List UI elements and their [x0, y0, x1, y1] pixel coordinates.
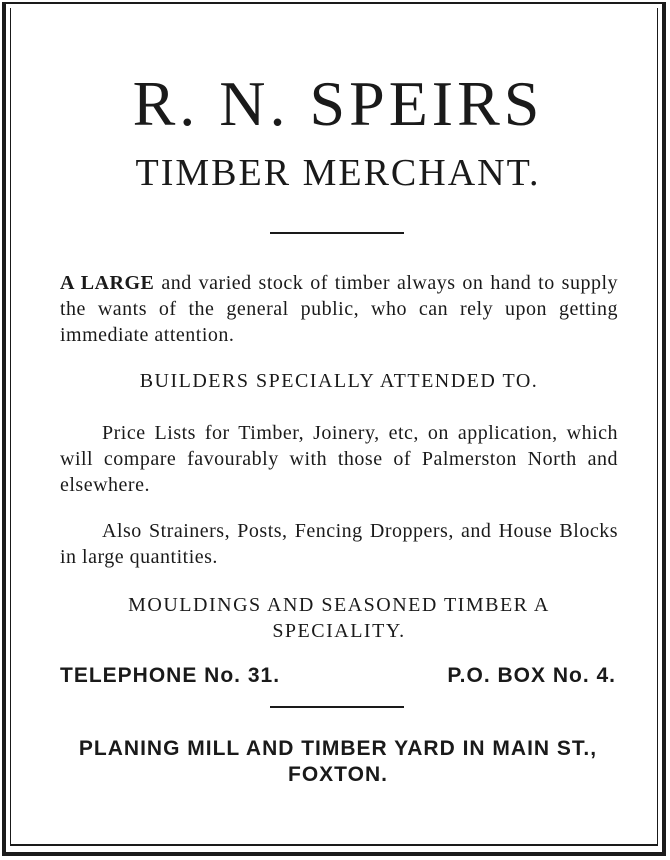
firm-name: R. N. SPEIRS [132, 68, 544, 139]
builders-heading: BUILDERS SPECIALLY ATTENDED TO. [139, 370, 539, 392]
footer-address [60, 736, 616, 788]
footer-line-1: PLANING MILL AND TIMBER YARD IN MAIN ST., [78, 737, 598, 760]
mouldings-heading [60, 592, 618, 644]
footer-line-2: FOXTON. [288, 763, 388, 786]
mouldings-line-2: SPECIALITY. [272, 620, 406, 642]
telephone-number: TELEPHONE No. 31. [60, 664, 281, 687]
price-lists-paragraph: Price Lists for Timber, Joinery, etc, on application, which will compare favourably with those of Palmerston North and elsewhere. [60, 422, 618, 496]
intro-body: and varied stock of timber always on hand to supply the wants of the general public, who can rely upon getting immediate attention. [60, 272, 618, 346]
trade-title: TIMBER MERCHANT. [135, 152, 541, 194]
intro-paragraph [60, 270, 618, 348]
divider-rule-bottom [270, 706, 404, 708]
strainers-paragraph: Also Strainers, Posts, Fencing Droppers, and House Blocks in large quantities. [60, 520, 618, 568]
po-box: P.O. BOX No. 4. [447, 664, 616, 687]
divider-rule [270, 232, 404, 234]
intro-lead: A LARGE [60, 272, 155, 294]
mouldings-line-1: MOULDINGS AND SEASONED TIMBER A [128, 594, 550, 616]
